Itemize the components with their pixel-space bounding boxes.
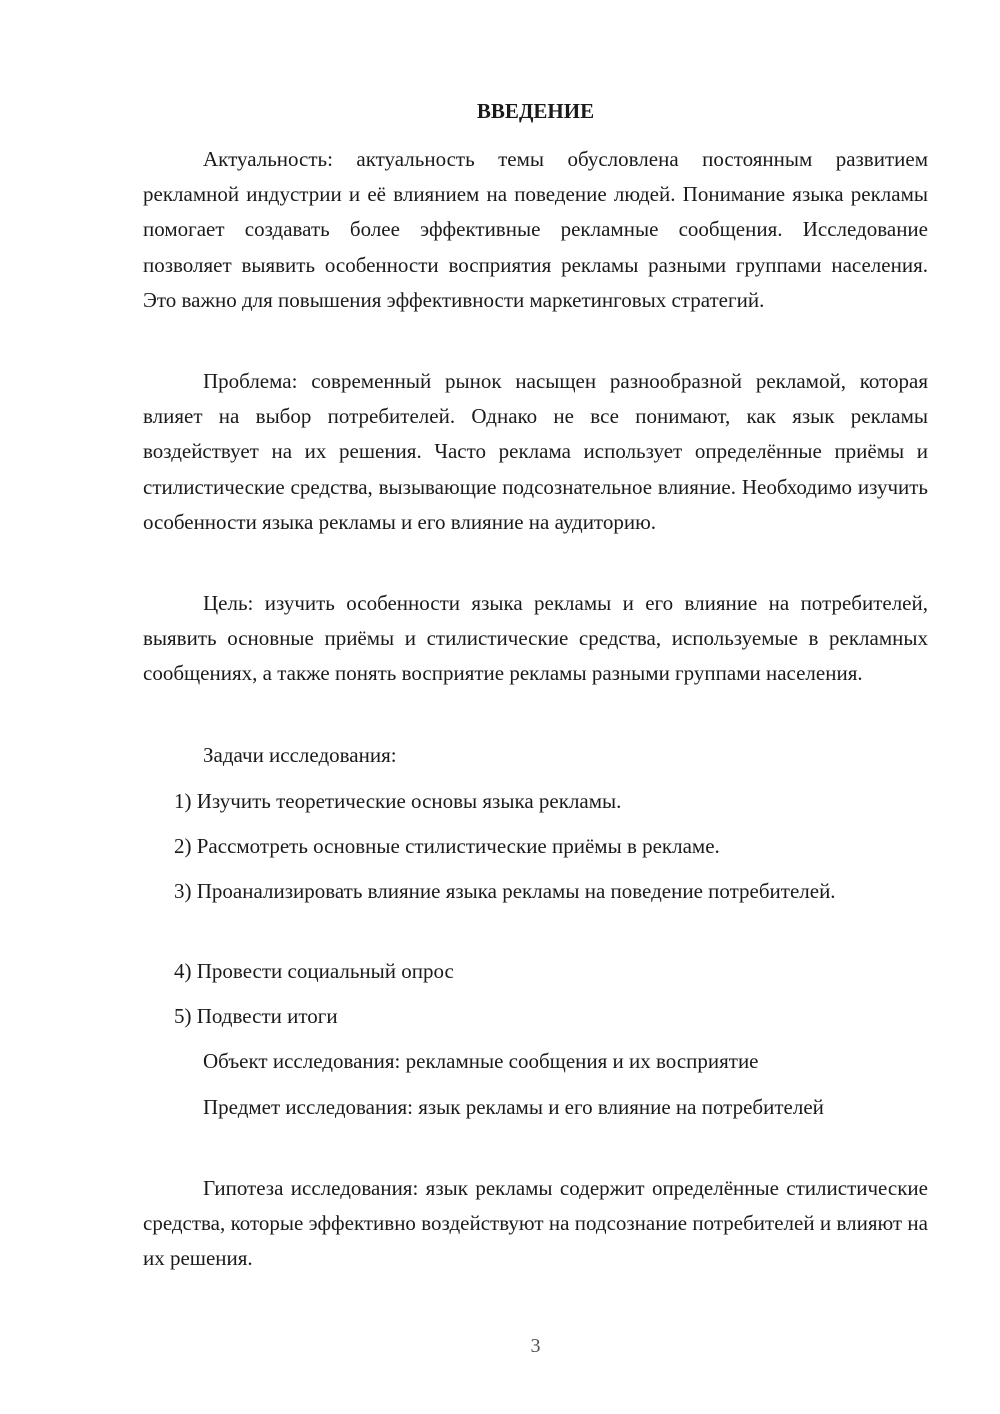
hypothesis-paragraph: Гипотеза исследования: язык рекламы содержит определённые стилистические средства, которые эффективно воздействуют на подсознание потребителей и влияют на их решения. [143,1176,928,1271]
object-paragraph: Объект исследования: рекламные сообщения и их восприятие [203,1049,759,1073]
page-title: ВВЕДЕНИЕ [476,99,595,123]
problem-paragraph: Проблема: современный рынок насыщен разнообразной рекламой, которая влияет на выбор потребителей. Однако не все понимают, как язык рекламы воздействует на их решения. Часто реклама использует определённые приёмы и стилистические средства, вызывающие подсознательное влияние. Необходимо изучить особенности языка рекламы и его влияние на аудиторию. [143,369,928,534]
page-number: 3 [530,1335,541,1357]
goal-paragraph: Цель: изучить особенности языка рекламы и его влияние на потребителей, выявить основные приёмы и стилистические средства, используемые в рекламных сообщениях, а также понять восприятие рекламы разными группами населения. [143,591,928,686]
task-item-3: 3) Проанализировать влияние языка рекламы на поведение потребителей. [174,879,836,903]
task-item-5: 5) Подвести итоги [174,1004,338,1028]
tasks-title: Задачи исследования: [203,743,397,767]
document-page [143,0,928,1414]
task-item-2: 2) Рассмотреть основные стилистические приёмы в рекламе. [174,834,720,858]
subject-paragraph: Предмет исследования: язык рекламы и его влияние на потребителей [203,1095,824,1119]
relevance-paragraph: Актуальность: актуальность темы обусловлена постоянным развитием рекламной индустрии и её влиянием на поведение людей. Понимание языка рекламы помогает создавать более эффективные рекламные сообщения. Исследование позволяет выявить особенности восприятия рекламы разными группами населения. Это важно для повышения эффективности маркетинговых стратегий. [143,147,928,312]
task-item-4: 4) Провести социальный опрос [174,959,454,983]
task-item-1: 1) Изучить теоретические основы языка рекламы. [174,789,622,813]
